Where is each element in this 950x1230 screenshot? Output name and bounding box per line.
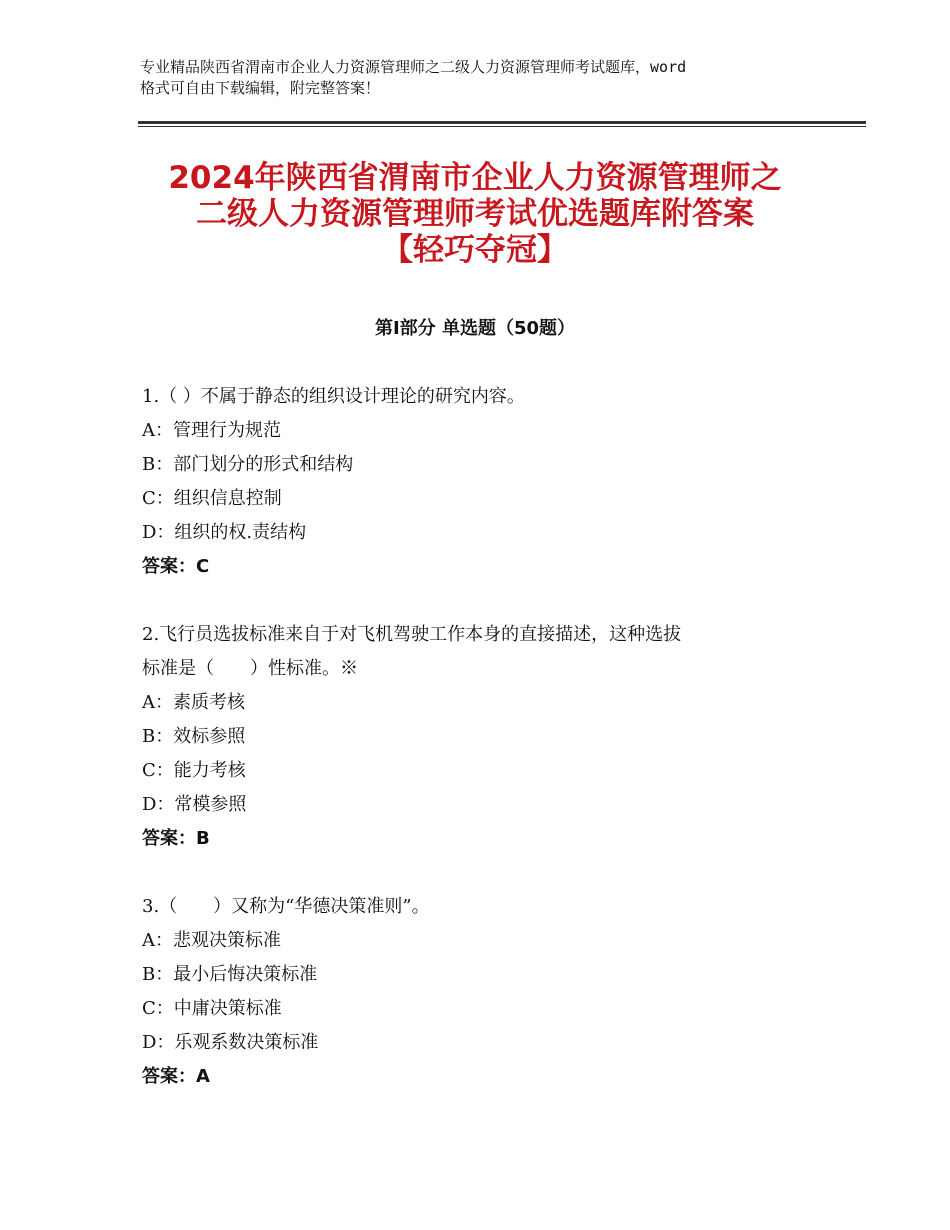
option-d: D：组织的权.责结构 <box>142 522 307 543</box>
answer: 答案：C <box>142 556 210 577</box>
option-b: B：部门划分的形式和结构 <box>142 454 354 475</box>
option-b: B：最小后悔决策标准 <box>142 964 318 985</box>
stem-line: 标准是（ ）性标准。※ <box>142 658 358 679</box>
header-note-line: 格式可自由下载编辑，附完整答案！ <box>140 79 381 97</box>
question-2 <box>142 618 822 856</box>
question-stem <box>142 618 822 686</box>
title-line: 2024年陕西省渭南市企业人力资源管理师之 <box>168 160 782 196</box>
title-line: 【轻巧夺冠】 <box>382 232 568 268</box>
answer: 答案：B <box>142 828 210 849</box>
option-c: C：中庸决策标准 <box>142 998 282 1019</box>
question-3 <box>142 890 822 1094</box>
option-b: B：效标参照 <box>142 726 246 747</box>
question-stem <box>142 890 822 924</box>
stem-line: 3.（ ）又称为“华德决策准则”。 <box>142 896 430 917</box>
section-title: 第Ⅰ部分 单选题（50题） <box>374 318 575 339</box>
header-divider <box>138 126 866 127</box>
question-list <box>142 380 822 1128</box>
answer: 答案：A <box>142 1066 210 1087</box>
option-d: D：常模参照 <box>142 794 247 815</box>
option-a: A：素质考核 <box>142 692 245 713</box>
document-title <box>100 160 850 268</box>
option-c: C：能力考核 <box>142 760 246 781</box>
stem-line: 2.飞行员选拔标准来自于对飞机驾驶工作本身的直接描述，这种选拔 <box>142 624 682 645</box>
header-note-line: 专业精品陕西省渭南市企业人力资源管理师之二级人力资源管理师考试题库，word <box>140 58 687 76</box>
question-1 <box>142 380 822 584</box>
option-a: A：管理行为规范 <box>142 420 281 441</box>
question-stem <box>142 380 822 414</box>
title-line: 二级人力资源管理师考试优选题库附答案 <box>196 196 754 232</box>
stem-line: 1.（ ）不属于静态的组织设计理论的研究内容。 <box>142 386 525 407</box>
option-c: C：组织信息控制 <box>142 488 282 509</box>
option-d: D：乐观系数决策标准 <box>142 1032 319 1053</box>
option-a: A：悲观决策标准 <box>142 930 281 951</box>
header-divider <box>138 121 866 124</box>
header-note <box>140 57 830 99</box>
